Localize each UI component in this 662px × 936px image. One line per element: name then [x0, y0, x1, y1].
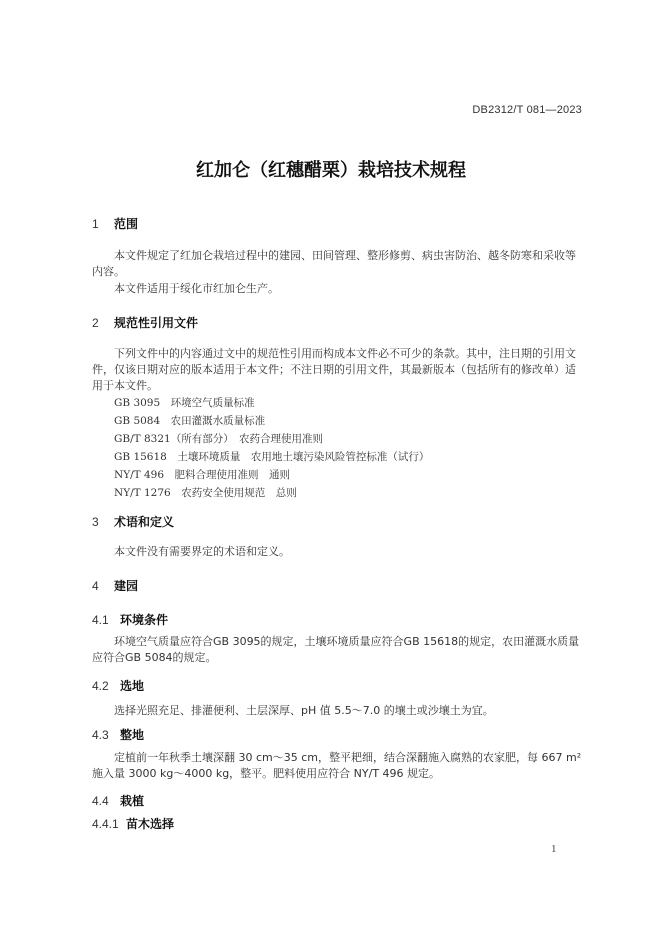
section-number: 4.2: [92, 679, 109, 693]
subsection-4-4-1-heading: [92, 815, 174, 832]
section-title: 选地: [120, 679, 145, 693]
paragraph: 本文件规定了红加仑栽培过程中的建园、田间管理、整形修剪、病虫害防治、越冬防寒和采收等内容。: [92, 249, 576, 278]
reference-item: GB 3095 环境空气质量标准: [114, 397, 255, 409]
section-number: 1: [92, 217, 99, 231]
paragraph: 本文件适用于绥化市红加仑生产。: [114, 282, 279, 295]
reference-item: GB 15618 土壤环境质量 农用地土壤污染风险管控标准（试行）: [114, 451, 430, 463]
section-title: 规范性引用文件: [114, 316, 199, 330]
subsection-4-3-heading: [92, 726, 144, 743]
section-title: 整地: [120, 728, 145, 742]
section-2-heading: [92, 314, 198, 331]
paragraph: 下列文件中的内容通过文中的规范性引用而构成本文件必不可少的条款。其中，注日期的引用文件，仅该日期对应的版本适用于本文件；不注日期的引用文件，其最新版本（包括所有的修改单）适用于本文件。: [92, 347, 576, 392]
section-number: 4: [92, 579, 99, 593]
paragraph: 环境空气质量应符合GB 3095的规定，土壤环境质量应符合GB 15618的规定，农田灌溉水质量应符合GB 5084的规定。: [92, 635, 580, 664]
section-title: 栽植: [120, 794, 145, 808]
subsection-4-4-heading: [92, 792, 144, 809]
section-4-heading: [92, 577, 138, 594]
subsection-4-2-heading: [92, 677, 144, 694]
section-number: 3: [92, 515, 99, 529]
reference-item: NY/T 496 肥料合理使用准则 通则: [114, 469, 291, 481]
section-number: 2: [92, 316, 99, 330]
paragraph: 定植前一年秋季土壤深翻 30 cm～35 cm，整平耙细，结合深翻施入腐熟的农家肥，每 667 m² 施入量 3000 kg～4000 kg，整平。肥料使用应符合 NY/T 496 规定。: [92, 751, 582, 780]
section-title: 苗木选择: [126, 817, 175, 831]
section-title: 术语和定义: [114, 515, 175, 529]
document-title: 红加仑（红穗醋栗）栽培技术规程: [196, 160, 466, 181]
paragraph: 选择光照充足、排灌便利、土层深厚、pH 值 5.5～7.0 的壤土或沙壤土为宜。: [114, 704, 494, 717]
reference-item: GB 5084 农田灌溉水质量标准: [114, 415, 266, 427]
section-3-heading: [92, 513, 174, 530]
reference-item: NY/T 1276 农药安全使用规范 总则: [114, 487, 297, 499]
section-number: 4.4: [92, 794, 109, 808]
page-number: 1: [551, 843, 557, 855]
section-number: 4.1: [92, 613, 109, 627]
section-number: 4.3: [92, 728, 109, 742]
reference-item: GB/T 8321（所有部分） 农药合理使用准则: [114, 433, 323, 445]
section-title: 范围: [114, 217, 139, 231]
section-title: 建园: [114, 579, 139, 593]
document-id: DB2312/T 081—2023: [472, 104, 582, 116]
section-title: 环境条件: [120, 613, 169, 627]
section-number: 4.4.1: [92, 817, 119, 831]
paragraph: 本文件没有需要界定的术语和定义。: [114, 545, 290, 558]
section-1-heading: [92, 215, 138, 232]
subsection-4-1-heading: [92, 611, 168, 628]
